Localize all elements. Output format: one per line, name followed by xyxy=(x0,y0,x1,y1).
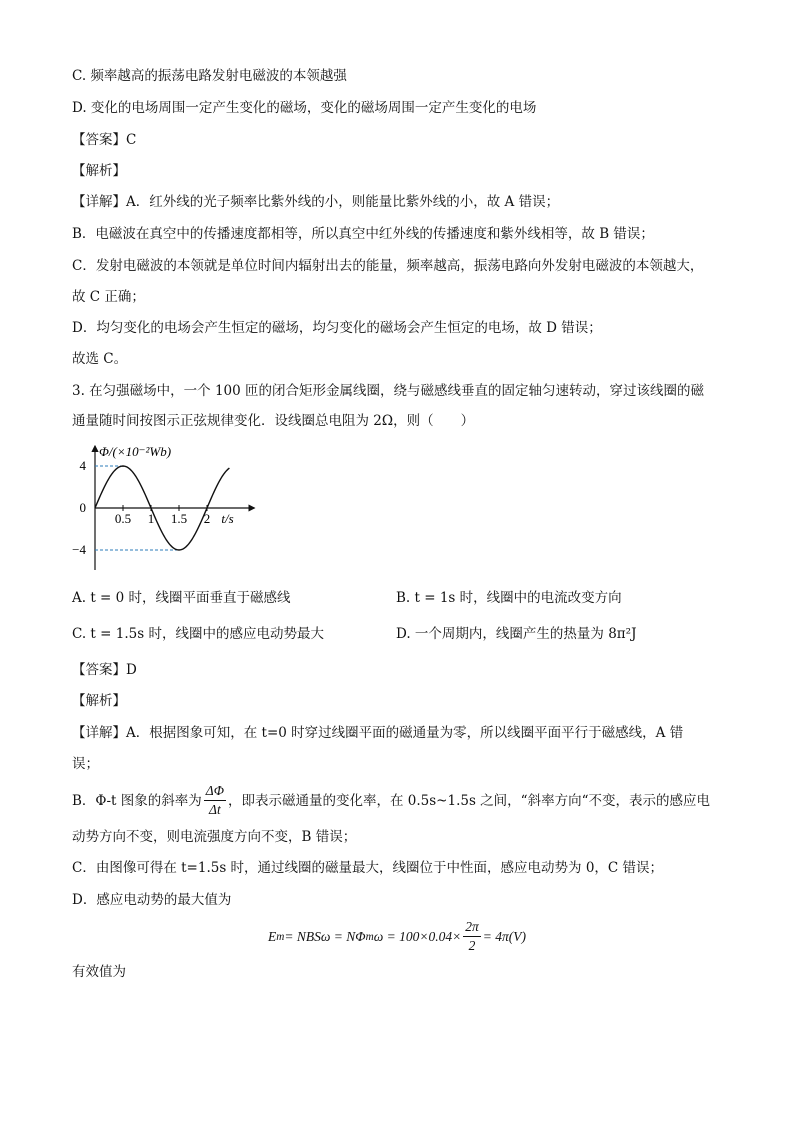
slope-fraction xyxy=(204,782,226,819)
explanation-a: 【详解】A．红外线的光子频率比紫外线的小，则能量比紫外线的小，故 A 错误； xyxy=(72,194,560,210)
option-b[interactable]: B. t = 1s 时，线圈中的电流改变方向 xyxy=(396,590,622,606)
eq-part1: = NBSω = NΦ xyxy=(284,928,366,944)
option-d-prev: D. 变化的电场周围一定产生变化的磁场，变化的磁场周围一定产生变化的电场 xyxy=(72,100,537,116)
question-3-stem: 3. 在匀强磁场中，一个 100 匝的闭合矩形金属线圈，绕与磁感线垂直的固定轴匀速转动，穿过该线圈的磁 xyxy=(72,383,705,399)
detail-b-cont: 动势方向不变，则电流强度方向不变，B 错误； xyxy=(72,829,357,845)
option-c[interactable]: C. t = 1.5s 时，线圈中的感应电动势最大 xyxy=(72,626,324,642)
explanation-c-cont: 故 C 正确； xyxy=(72,289,145,305)
option-a[interactable]: A. t = 0 时，线圈平面垂直于磁感线 xyxy=(72,590,291,606)
detail-a-cont: 误； xyxy=(72,756,99,772)
flux-time-chart xyxy=(70,438,270,578)
detail-b-start: B．Φ-t 图象的斜率为 xyxy=(72,792,202,809)
eq-fraction xyxy=(463,918,481,955)
explanation-b: B．电磁波在真空中的传播速度都相等，所以真空中红外线的传播速度和紫外线相等，故 B 错误； xyxy=(72,226,654,242)
detail-b-end: ，即表示磁通量的变化率，在 0.5s~1.5s 之间，“斜率方向“不变，表示的感应电 xyxy=(227,792,710,809)
detail-c: C．由图像可得在 t=1.5s 时，通过线圈的磁量最大，线圈位于中性面，感应电动势为 0，C 错误； xyxy=(72,860,664,876)
eq-part2: ω = 100×0.04× xyxy=(373,928,462,944)
choice-conclusion: 故选 C。 xyxy=(72,351,128,367)
eq-lhs: E xyxy=(268,928,277,944)
x-tick-label: 1.5 xyxy=(170,511,188,526)
explanation-d: D．均匀变化的电场会产生恒定的磁场，均匀变化的磁场会产生恒定的电场，故 D 错误； xyxy=(72,320,602,336)
option-d[interactable]: D. 一个周期内，线圈产生的热量为 8π²J xyxy=(396,626,637,642)
detail-d: D．感应电动势的最大值为 xyxy=(72,892,232,908)
slope-numerator: ΔΦ xyxy=(204,782,226,801)
analysis-label-2: 【解析】 xyxy=(72,693,126,709)
detail-b xyxy=(72,782,710,819)
answer-label: 【答案】C xyxy=(72,132,137,148)
y-tick-label: −4 xyxy=(72,542,86,557)
x-tick-label: 2 xyxy=(203,511,211,526)
eq-part3: = 4π(V) xyxy=(482,928,526,944)
effective-value-label: 有效值为 xyxy=(72,964,126,980)
answer-label-2: 【答案】D xyxy=(72,662,137,678)
x-tick-label: 0.5 xyxy=(114,511,132,526)
detail-a: 【详解】A．根据图象可知，在 t=0 时穿过线圈平面的磁通量为零，所以线圈平面平行于磁感线，A 错 xyxy=(72,725,684,741)
y-tick-label: 4 xyxy=(79,458,86,473)
eq-frac-num: 2π xyxy=(463,918,481,937)
analysis-label: 【解析】 xyxy=(72,163,126,179)
y-tick-label: 0 xyxy=(79,500,86,515)
option-c-prev: C. 频率越高的振荡电路发射电磁波的本领越强 xyxy=(72,68,347,84)
eq-sub-m2: m xyxy=(365,930,374,943)
eq-sub-m1: m xyxy=(276,930,285,943)
eq-frac-den: 2 xyxy=(468,938,476,953)
x-tick-label: 1 xyxy=(147,511,155,526)
slope-denominator: Δt xyxy=(209,802,221,817)
question-3-stem-cont: 通量随时间按图示正弦规律变化．设线圈总电阻为 2Ω，则（ ） xyxy=(72,413,475,429)
explanation-c: C．发射电磁波的本领就是单位时间内辐射出去的能量，频率越高，振荡电路向外发射电磁波的本领越大， xyxy=(72,258,704,274)
emf-max-equation xyxy=(0,918,794,955)
y-axis-label: Φ/(×10⁻²Wb) xyxy=(99,444,172,459)
x-axis-label: t/s xyxy=(221,511,234,526)
